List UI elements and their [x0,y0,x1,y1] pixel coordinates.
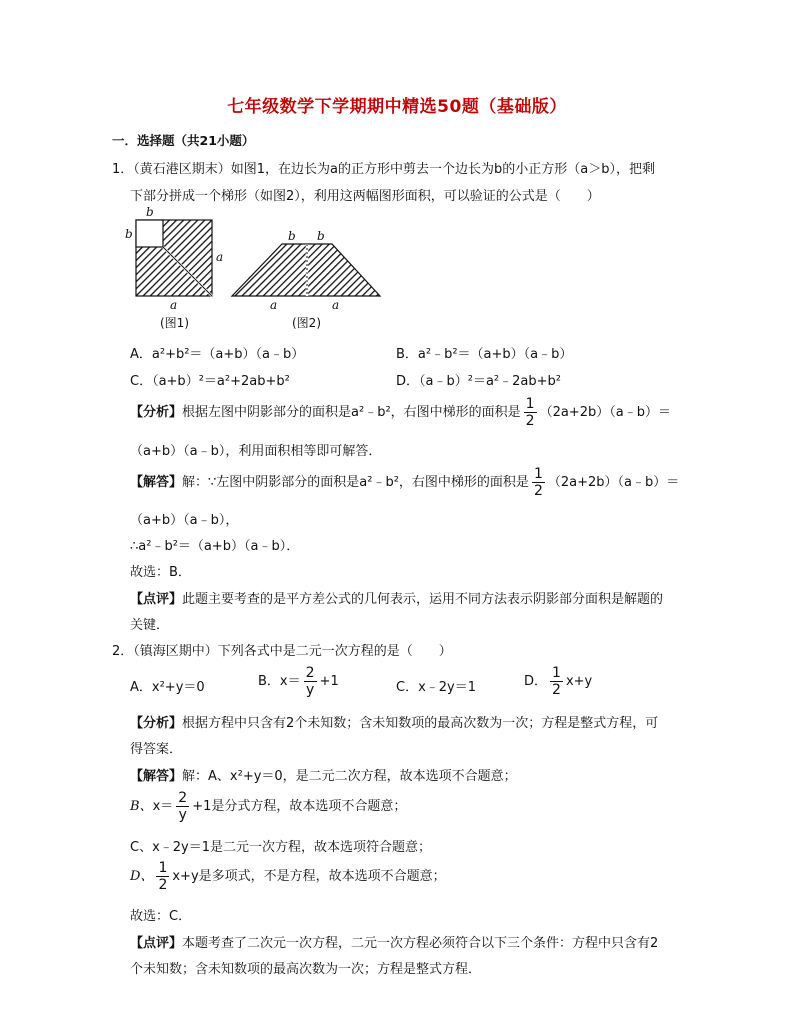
q2-analysis-tag: 【分析】 [130,716,183,731]
fig1-label-top: b [146,205,154,219]
q1-figure-2 [228,203,388,333]
fig2-label-top-left: b [288,229,296,243]
q1-analysis-tag: 【分析】 [130,405,183,420]
q1-analysis-line2: （a+b）（a﹣b），利用面积相等即可解答． [130,444,382,459]
q1-analysis-fraction [524,396,537,429]
q1-solution-line3: ∴a²﹣b²＝（a+b）（a﹣b）． [130,539,300,554]
q1-analysis-frac-num: 1 [525,396,535,412]
q2-stem-text: （镇海区期中）下列各式中是二元一次方程的是（ ） [133,644,452,659]
q2-option-a: A．x²+y＝0 [130,680,205,695]
q1-stem-line2: 下部分拼成一个梯形（如图2），利用这两幅图形面积，可以验证的公式是（ ） [130,189,600,204]
fig2-label-bottom-right: a [332,298,340,312]
q2-solution-d-fraction [156,860,169,893]
q2-solution-b-fraction [176,790,189,823]
q2-solution-d [130,860,446,893]
q1-analysis-line1 [130,396,671,429]
q1-solution-post: （2a+2b）（a﹣b）＝ [547,475,680,490]
q1-stem-text1: （黄石港区期末）如图1，在边长为a的正方形中剪去一个边长为b的小正方形（a＞b），把剩 [133,162,655,177]
q1-solution-tag: 【解答】 [130,475,183,490]
q2-solution-d-num: 1 [158,860,168,876]
q1-solution-line1 [130,466,679,499]
section-heading: 一．选择题（共21小题） [112,133,255,148]
q2-option-d-post: x+y [565,674,593,689]
fig1-small-square [136,220,163,247]
q2-comment-line1 [130,932,658,951]
q2-solution-tag: 【解答】 [130,769,183,784]
q2-solution-b [130,790,406,823]
q1-analysis-post: （2a+2b）（a﹣b）＝ [539,405,671,420]
q2-analysis-line2: 得答案． [130,742,183,757]
q2-option-b-num: 2 [305,665,315,681]
q2-option-b-post: +1 [319,674,339,689]
q1-solution-frac-num: 1 [533,466,543,482]
q2-solution-c: C、x﹣2y＝1是二元一次方程，故本选项符合题意； [130,840,432,855]
q2-solution-line1 [130,765,517,784]
q2-solution-b-pre: B、 [130,799,153,814]
fig2-label-top-right: b [317,229,325,243]
q2-option-d-den: 2 [552,682,561,698]
q1-figure-1 [122,203,232,333]
page-title: 七年级数学下学期期中精选50题（基础版） [227,97,567,117]
q2-option-d-fraction [550,665,563,698]
q2-solution-text: 解：A、x²+y＝0，是二元二次方程，故本选项不合题意； [182,769,517,784]
q1-solution-frac-den: 2 [533,483,543,499]
q2-comment-tag: 【点评】 [130,936,183,951]
q2-option-b-fraction [304,665,317,698]
q1-option-b: B．a²﹣b²＝（a+b）（a﹣b） [396,347,573,362]
q2-solution-b-num: 2 [178,790,188,806]
q2-option-d-pre: D． [524,674,548,689]
q2-analysis-text: 根据方程中只含有2个未知数；含未知数项的最高次数为一次；方程是整式方程，可 [182,716,659,731]
q2-solution-b-x: x＝ [152,799,174,814]
q2-comment-line2: 个未知数；含未知数项的最高次数为一次；方程是整式方程． [130,962,482,977]
q1-solution-fraction [532,466,545,499]
q2-option-c: C．x﹣2y＝1 [396,680,477,695]
q1-solution-line2: （a+b）（a﹣b）， [130,513,239,528]
q1-number: 1． [112,162,134,177]
q2-option-b-pre: B．x＝ [258,674,301,689]
q2-option-d-num: 1 [552,665,561,681]
q1-stem-line1 [112,158,655,177]
fig1-label-bottom: a [170,298,178,312]
fig2-caption: (图2) [292,316,321,330]
q1-analysis-pre: 根据左图中阴影部分的面积是a²﹣b²，右图中梯形的面积是 [182,405,521,420]
q1-comment-text: 此题主要考查的是平方差公式的几何表示，运用不同方法表示阴影部分面积是解题的 [182,592,664,607]
q2-solution-b-den: y [178,807,187,823]
q1-comment-tag: 【点评】 [130,592,183,607]
q1-analysis-frac-den: 2 [525,413,535,429]
q2-number: 2． [112,644,134,659]
q1-choice: 故选：B． [130,565,191,580]
q1-option-d: D．（a﹣b）²＝a²﹣2ab+b² [396,374,561,389]
fig1-caption: (图1) [160,316,189,330]
q2-stem-line [112,640,452,659]
q1-solution-pre: 解：∵左图中阴影部分的面积是a²﹣b²，右图中梯形的面积是 [182,475,529,490]
q2-solution-d-pre: D、 [130,869,154,884]
q1-option-a: A．a²+b²＝（a+b）（a﹣b） [130,347,305,362]
q1-comment-line2: 关键． [130,618,170,633]
q2-choice: 故选：C． [130,909,192,924]
q2-comment-text: 本题考查了二次元一次方程，二元一次方程必须符合以下三个条件：方程中只含有2 [182,936,659,951]
q2-option-d [524,665,592,698]
fig1-label-right: a [216,250,224,264]
fig2-label-bottom-left: a [270,298,278,312]
q2-option-b-den: y [305,682,315,698]
q1-option-c: C．（a+b）²＝a²+2ab+b² [130,374,290,389]
fig1-label-left: b [125,227,133,241]
q2-solution-d-post: x+y是多项式，不是方程，故本选项不合题意； [172,869,446,884]
q2-option-b [258,665,339,698]
q1-comment-line1 [130,588,663,607]
q2-solution-b-post: +1是分式方程，故本选项不合题意； [192,799,407,814]
q2-analysis-line1 [130,712,658,731]
q2-solution-d-den: 2 [158,877,168,893]
